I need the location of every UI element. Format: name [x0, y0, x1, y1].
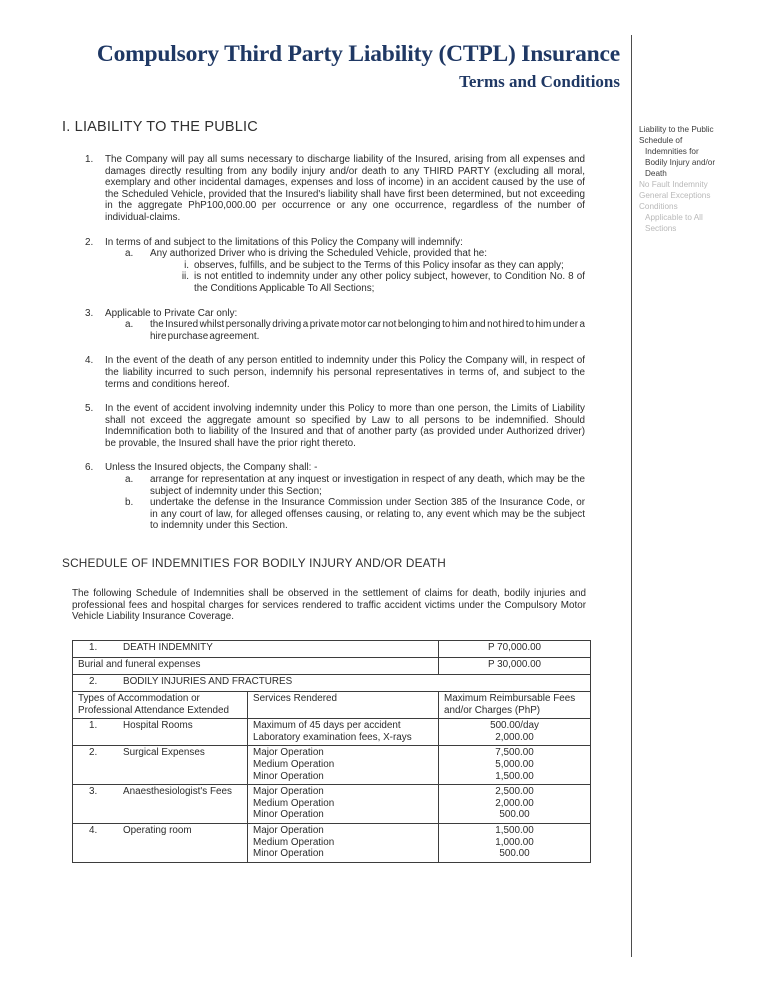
clause-number: 4. — [85, 355, 94, 367]
row-label: BODILY INJURIES AND FRACTURES — [123, 676, 293, 687]
clause-text: Applicable to Private Car only: — [105, 307, 238, 319]
clause-text: In the event of accident involving indemnity under this Policy to more than one person, the Limits of Liability shall not exceed the aggregate amount so specified by Law to all persons to be indemnified. Should Indemnification both to liability of the Insured and that of another party (as provided under Authorized driver) be provable, the Insured shall have the prior right thereto. — [105, 403, 585, 449]
nav-item-general-exceptions[interactable] — [639, 190, 745, 201]
clause-list — [85, 154, 585, 545]
column-header-fees: Maximum Reimbursable Fees and/or Charges (PhP) — [439, 692, 591, 719]
clause-text: In terms of and subject to the limitations of this Policy the Company will indemnify: — [105, 236, 463, 248]
clause-3 — [85, 308, 585, 343]
service-line: Maximum of 45 days per accident — [253, 720, 401, 732]
clause-3a — [125, 319, 585, 342]
roman-numeral: i. — [184, 259, 189, 271]
fee-line: 1,000.00 — [495, 836, 534, 848]
clause-1 — [85, 154, 585, 224]
nav-item-label: Sections — [645, 224, 677, 233]
nav-item-label: Conditions — [639, 202, 678, 211]
vertical-divider — [631, 35, 632, 957]
row-amount: P 70,000.00 — [439, 641, 591, 658]
nav-item-no-fault-indemnity[interactable] — [639, 179, 745, 190]
table-row-death-indemnity — [73, 641, 591, 658]
fee-line: 2,000.00 — [495, 797, 534, 809]
service-line: Medium Operation — [253, 836, 335, 848]
fee-line: 1,500.00 — [495, 824, 534, 836]
schedule-intro-paragraph: The following Schedule of Indemnities shall be observed in the settlement of claims for death, bodily injuries and professional fees and hospital charges for services rendered to traffic accident victims under the Compulsory Motor Vehicle Liability Insurance Coverage. — [72, 588, 586, 623]
clause-number: 5. — [85, 403, 94, 415]
row-type: Surgical Expenses — [123, 747, 205, 759]
clause-text: In the event of the death of any person entitled to indemnity under this Policy the Company will, in respect of the liability incurred to such person, indemnify his personal representatives in terms of, and subject to the terms and conditions hereof. — [105, 355, 585, 390]
roman-clause-text: observes, fulfills, and be subject to the Terms of this Policy insofar as they can apply; — [194, 259, 564, 271]
clause-number: 6. — [85, 462, 94, 474]
nav-item-label: Death — [645, 169, 667, 178]
fee-line: 7,500.00 — [495, 747, 534, 759]
service-line: Medium Operation — [253, 797, 335, 809]
nav-item-schedule-of-indemnities[interactable] — [639, 135, 745, 179]
clause-2a-i — [175, 260, 585, 272]
fee-line: 1,500.00 — [495, 770, 534, 782]
nav-item-label: Liability to the Public — [639, 125, 714, 134]
table-row-hospital-rooms — [73, 719, 591, 746]
sub-clause-letter: a. — [125, 248, 134, 260]
fee-line: 500.00 — [499, 848, 530, 860]
nav-item-label: Indemnities for — [645, 147, 699, 156]
clause-number: 1. — [85, 154, 94, 165]
row-number: 4. — [89, 824, 98, 836]
section-heading-schedule: SCHEDULE OF INDEMNITIES FOR BODILY INJURY AND/OR DEATH — [62, 556, 446, 570]
fee-line: 500.00/day — [490, 720, 539, 732]
row-number: 2. — [89, 676, 98, 687]
row-number: 1. — [89, 720, 98, 732]
clause-2a-ii — [175, 271, 585, 294]
service-line: Minor Operation — [253, 848, 324, 860]
table-row-anaesthesiologist-fees — [73, 785, 591, 824]
sub-clause-text: Any authorized Driver who is driving the Scheduled Vehicle, provided that he: — [150, 248, 488, 260]
service-line: Major Operation — [253, 747, 324, 759]
nav-item-label: No Fault Indemnity — [639, 180, 708, 189]
clause-text: The Company will pay all sums necessary to discharge liability of the Insured, arising from all expenses and damages directly resulting from any bodily injury and/or death to any THIRD PARTY (excluding all moral, exemplary and other incidental damages, expenses and loss of income) in an accident caused by the use of the Scheduled Vehicle, provided that the Insured's liability shall have first been determined, but not exceeding in the aggregate PhP100,000.00 per occurrence or any one occurrence, regardless of the number of individual-claims. — [105, 154, 585, 223]
service-line: Medium Operation — [253, 758, 335, 770]
sub-clause-letter: b. — [125, 497, 134, 509]
section-heading-liability: I. LIABILITY TO THE PUBLIC — [62, 119, 258, 135]
fee-line: 5,000.00 — [495, 758, 534, 770]
service-line: Minor Operation — [253, 770, 324, 782]
row-type: Operating room — [123, 824, 192, 836]
service-line: Major Operation — [253, 824, 324, 836]
fee-line: 500.00 — [499, 809, 530, 821]
row-type: Hospital Rooms — [123, 720, 193, 732]
service-line: Laboratory examination fees, X-rays — [253, 731, 412, 743]
nav-item-label: Schedule of — [639, 136, 683, 145]
nav-item-conditions-applicable[interactable] — [639, 201, 745, 234]
sub-clause-text: arrange for representation at any inquest or investigation in respect of any death, which may be the subject of indemnity under this Section; — [150, 474, 585, 497]
fee-line: 2,000.00 — [495, 731, 534, 743]
clause-4 — [85, 355, 585, 390]
roman-clause-text: is not entitled to indemnity under any other policy subject, however, to Condition No. 8 of the Conditions Applicable To All Sections; — [194, 271, 585, 294]
row-number: 3. — [89, 786, 98, 798]
document-title-block — [60, 40, 620, 92]
row-number: 2. — [89, 747, 98, 759]
sub-clause-text: the Insured whilst personally driving a private motor car not belonging to him and not hired to him under a hire purchase agreement. — [150, 319, 585, 342]
clause-6a — [125, 474, 585, 497]
nav-item-label: Applicable to All — [645, 213, 703, 222]
sub-clause-letter: a. — [125, 474, 134, 486]
table-row-surgical-expenses — [73, 746, 591, 785]
clause-2a — [125, 248, 585, 294]
row-label: DEATH INDEMNITY — [123, 642, 213, 653]
service-line: Minor Operation — [253, 809, 324, 821]
table-row-burial-expenses — [73, 658, 591, 675]
clause-6 — [85, 462, 585, 532]
row-type: Anaesthesiologist's Fees — [123, 786, 232, 798]
row-number: 1. — [89, 642, 98, 653]
sub-clause-letter: a. — [125, 319, 134, 331]
clause-5 — [85, 403, 585, 449]
column-header-services: Services Rendered — [248, 692, 439, 719]
clause-number: 2. — [85, 236, 94, 248]
page-title: Compulsory Third Party Liability (CTPL) Insurance — [96, 41, 620, 67]
table-header-row — [73, 692, 591, 719]
row-label: Burial and funeral expenses — [73, 658, 439, 675]
nav-item-liability-to-the-public[interactable] — [639, 124, 745, 135]
clause-text: Unless the Insured objects, the Company shall: - — [105, 462, 318, 474]
row-amount: P 30,000.00 — [439, 658, 591, 675]
roman-numeral: ii. — [181, 271, 189, 283]
column-header-types: Types of Accommodation or Professional Attendance Extended — [73, 692, 248, 719]
clause-2 — [85, 237, 585, 295]
sub-clause-text: undertake the defense in the Insurance Commission under Section 385 of the Insurance Code, or in any court of law, for alleged offenses causing, or relating to, any event which may be the subject to indemnity under this Section. — [150, 497, 585, 532]
clause-6b — [125, 497, 585, 532]
page-subtitle: Terms and Conditions — [459, 72, 620, 91]
table-row-operating-room — [73, 823, 591, 862]
nav-item-label: Bodily Injury and/or — [645, 158, 716, 167]
table-row-bodily-injuries-header — [73, 675, 591, 692]
nav-item-label: General Exceptions — [639, 191, 711, 200]
indemnities-table — [72, 640, 591, 863]
section-nav — [639, 124, 745, 234]
fee-line: 2,500.00 — [495, 786, 534, 798]
service-line: Major Operation — [253, 786, 324, 798]
clause-number: 3. — [85, 307, 94, 319]
